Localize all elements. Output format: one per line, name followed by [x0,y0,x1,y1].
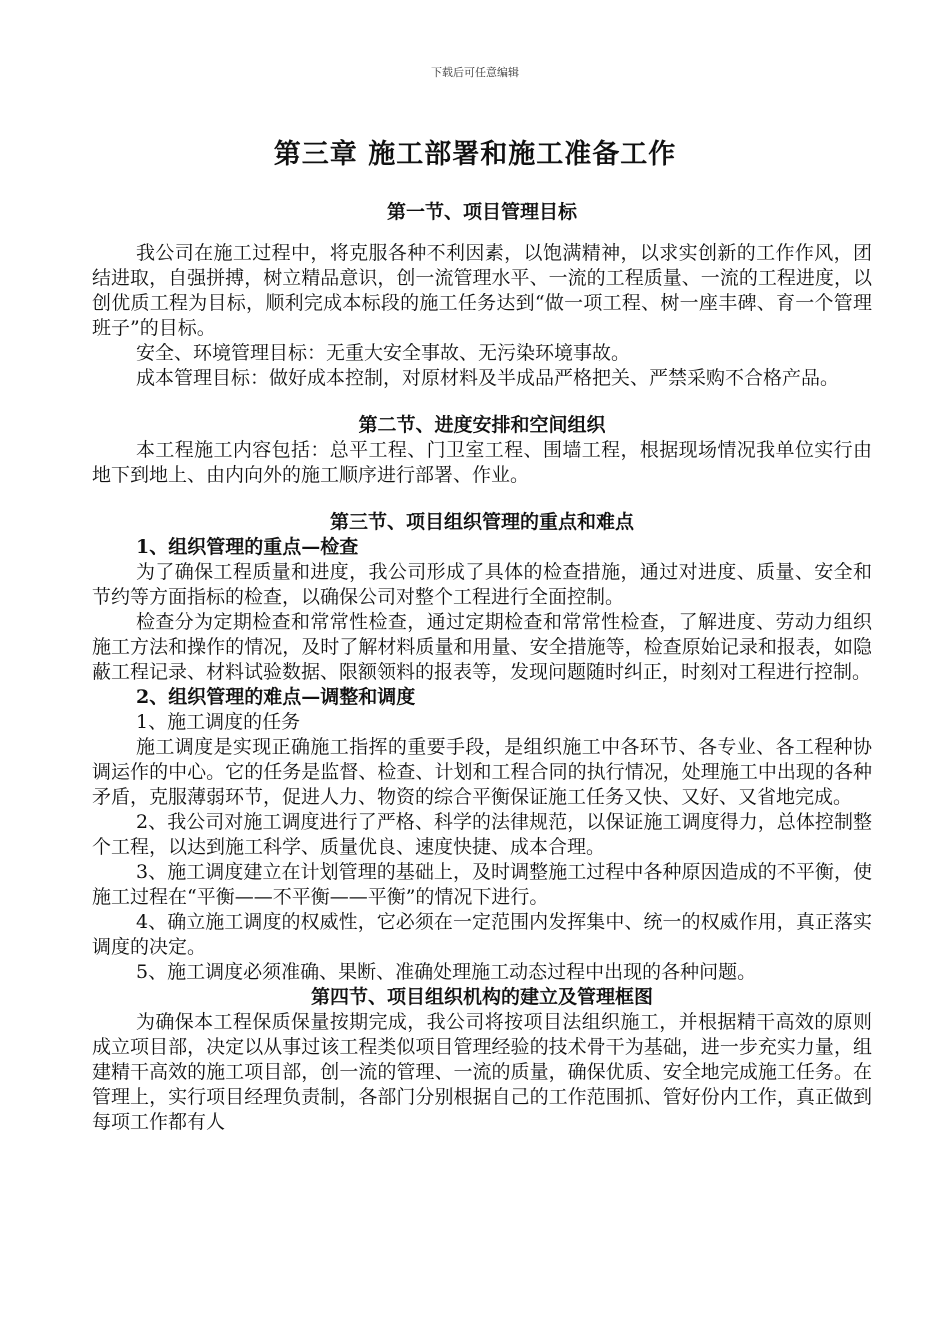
subheading: 1、组织管理的重点—检查 [136,536,359,558]
section-heading-4: 第四节、项目组织机构的建立及管理框图 [310,986,653,1008]
paragraph: 本工程施工内容包括：总平工程、门卫室工程、围墙工程，根据现场情况我单位实行由地下到地上、由内向外的施工顺序进行部署、作业。 [92,439,872,486]
paragraph: 施工调度是实现正确施工指挥的重要手段，是组织施工中各环节、各专业、各工程种协调运作的中心。它的任务是监督、检查、计划和工程合同的执行情况，处理施工中出现的各种矛盾，克服薄弱环节，促进人力、物资的综合平衡保证施工任务又快、又好、又省地完成。 [92,736,872,808]
paragraph: 3、施工调度建立在计划管理的基础上，及时调整施工过程中各种原因造成的不平衡，使施工过程在“平衡——不平衡——平衡”的情况下进行。 [92,861,872,908]
paragraph: 我公司在施工过程中，将克服各种不利因素，以饱满精神，以求实创新的工作作风，团结进取，自强拼搏，树立精品意识，创一流管理水平、一流的工程质量、一流的工程进度，以创优质工程为目标，顺利完成本标段的施工任务达到“做一项工程、树一座丰碑、育一个管理班子”的目标。 [92,242,872,339]
chapter-title: 第三章 施工部署和施工准备工作 [273,139,677,170]
document-body [92,200,872,1135]
subheading: 2、组织管理的难点—调整和调度 [136,686,416,708]
paragraph: 成本管理目标：做好成本控制，对原材料及半成品严格把关、严禁采购不合格产品。 [136,367,840,389]
section-heading-3: 第三节、项目组织管理的重点和难点 [329,511,634,533]
paragraph: 检查分为定期检查和常常性检查，通过定期检查和常常性检查，了解进度、劳动力组织施工方法和操作的情况，及时了解材料质量和用量、安全措施等，检查原始记录和报表，如隐蔽工程记录、材料试验数据、限额领料的报表等，发现问题随时纠正，时刻对工程进行控制。 [92,611,872,683]
section-heading-1: 第一节、项目管理目标 [386,201,577,223]
paragraph: 为确保本工程保质保量按期完成，我公司将按项目法组织施工，并根据精干高效的原则成立项目部，决定以从事过该工程类似项目管理经验的技术骨干为基础，进一步充实力量，组建精干高效的施工项目部，创一流的管理、一流的质量，确保优质、安全地完成施工任务。在管理上，实行项目经理负责制，各部门分别根据自己的工作范围抓、管好份内工作，真正做到每项工作都有人 [92,1011,872,1133]
paragraph: 5、施工调度必须准确、果断、准确处理施工动态过程中出现的各种问题。 [136,961,757,983]
paragraph: 1、施工调度的任务 [136,711,301,733]
page-header-note: 下载后可任意编辑 [431,66,519,79]
paragraph: 安全、环境管理目标：无重大安全事故、无污染环境事故。 [136,342,631,364]
paragraph: 4、确立施工调度的权威性，它必须在一定范围内发挥集中、统一的权威作用，真正落实调度的决定。 [92,911,872,958]
paragraph: 为了确保工程质量和进度，我公司形成了具体的检查措施，通过对进度、质量、安全和节约等方面指标的检查，以确保公司对整个工程进行全面控制。 [92,561,872,608]
paragraph: 2、我公司对施工调度进行了严格、科学的法律规范，以保证施工调度得力，总体控制整个工程，以达到施工科学、质量优良、速度快捷、成本合理。 [92,811,872,858]
section-heading-2: 第二节、进度安排和空间组织 [358,414,606,436]
